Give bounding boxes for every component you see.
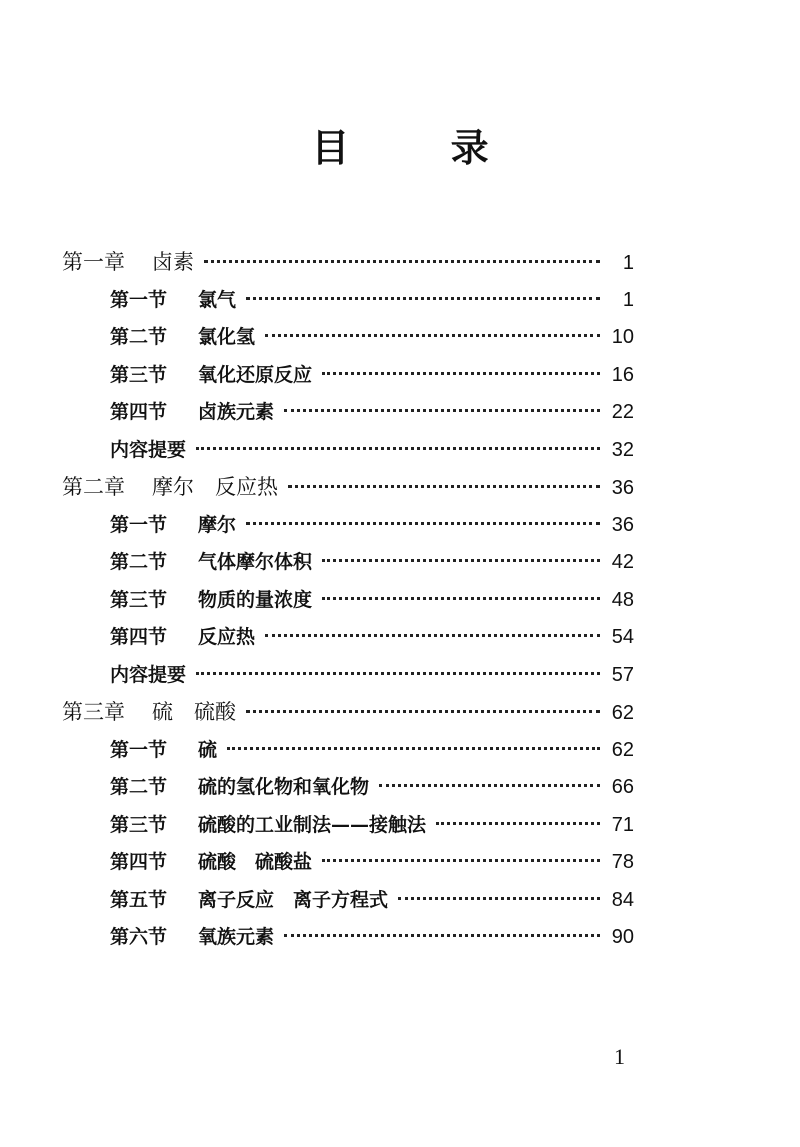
- toc-number: 第四节: [110, 626, 168, 648]
- page-folio-number: 1: [614, 1044, 625, 1069]
- toc-chapter-2[interactable]: [62, 469, 634, 507]
- toc-section[interactable]: [62, 507, 634, 545]
- toc-section[interactable]: [62, 282, 634, 320]
- dot-leader: [284, 409, 600, 412]
- dot-leader: [322, 559, 600, 562]
- toc-page-number: 1: [622, 252, 634, 274]
- toc-label: 硫: [198, 738, 218, 761]
- toc-number: 第三节: [110, 588, 168, 611]
- toc-chapter-1[interactable]: [62, 244, 634, 282]
- toc-number: 第一章: [62, 250, 125, 274]
- toc-label: 内容提要: [110, 663, 187, 686]
- dot-leader: [227, 747, 600, 750]
- toc-summary[interactable]: [62, 657, 634, 695]
- toc-number: 第二章: [62, 475, 125, 499]
- toc-chapter-3[interactable]: [62, 694, 634, 732]
- dot-leader: [379, 784, 600, 787]
- toc-label: 内容提要: [110, 438, 187, 461]
- toc-section[interactable]: [62, 544, 634, 582]
- toc-page-number: 57: [611, 663, 634, 686]
- toc-page-number: 54: [611, 626, 634, 648]
- toc-page-number: 32: [611, 438, 634, 461]
- toc-number: 第二节: [110, 326, 168, 348]
- toc-number: 第五节: [110, 888, 168, 911]
- dot-leader: [322, 597, 600, 600]
- toc-section[interactable]: [62, 319, 634, 357]
- toc-page-number: 22: [611, 401, 634, 423]
- toc-number: 第二节: [110, 776, 168, 798]
- toc-number: 第一节: [110, 513, 168, 536]
- toc-page-number: 71: [611, 813, 634, 836]
- toc-page-number: 42: [611, 551, 634, 573]
- toc-page-number: 66: [611, 776, 634, 798]
- toc-summary[interactable]: [62, 432, 634, 470]
- dot-leader: [196, 672, 600, 675]
- toc-label: 摩尔: [198, 513, 237, 536]
- toc-page-number: 10: [611, 326, 634, 348]
- toc-number: 第二节: [110, 551, 168, 573]
- toc-number: 第一节: [110, 288, 168, 311]
- toc-section[interactable]: [62, 919, 634, 957]
- toc-label: 氯化氢: [198, 326, 256, 348]
- toc-page-number: 16: [611, 363, 634, 386]
- toc-label: 硫的氢化物和氧化物: [198, 776, 370, 798]
- table-of-contents: [62, 244, 634, 957]
- dot-leader: [265, 634, 600, 637]
- dot-leader: [288, 485, 600, 488]
- dot-leader: [204, 260, 600, 263]
- toc-number: 第三节: [110, 363, 168, 386]
- toc-label: 卤族元素: [198, 401, 275, 423]
- toc-number: 第一节: [110, 738, 168, 761]
- toc-section[interactable]: [62, 732, 634, 770]
- toc-number: 第三章: [62, 700, 125, 724]
- dot-leader: [436, 822, 600, 825]
- dot-leader: [322, 372, 600, 375]
- toc-number: 第六节: [110, 926, 168, 948]
- dot-leader: [265, 334, 600, 337]
- toc-section[interactable]: [62, 807, 634, 845]
- toc-label: 物质的量浓度: [198, 588, 313, 611]
- toc-section[interactable]: [62, 844, 634, 882]
- dot-leader: [246, 710, 600, 713]
- toc-section[interactable]: [62, 394, 634, 432]
- toc-page-number: 1: [622, 288, 634, 311]
- toc-section[interactable]: [62, 582, 634, 620]
- toc-label: 硫酸 硫酸盐: [198, 851, 313, 873]
- toc-label: 摩尔 反应热: [152, 475, 278, 499]
- toc-label: 氧化还原反应: [198, 363, 313, 386]
- toc-section[interactable]: [62, 769, 634, 807]
- toc-label: 气体摩尔体积: [198, 551, 313, 573]
- dot-leader: [246, 297, 600, 300]
- toc-number: 第三节: [110, 813, 168, 836]
- dot-leader: [398, 897, 600, 900]
- toc-number: 第四节: [110, 851, 168, 873]
- toc-page-number: 84: [611, 888, 634, 911]
- toc-page-number: 48: [611, 588, 634, 611]
- page-title: 目 录: [311, 126, 533, 170]
- toc-label: 氧族元素: [198, 926, 275, 948]
- toc-label: 氯气: [198, 288, 237, 311]
- toc-section[interactable]: [62, 619, 634, 657]
- toc-label: 硫 硫酸: [152, 700, 236, 724]
- dot-leader: [196, 447, 600, 450]
- toc-page-number: 36: [611, 477, 634, 499]
- toc-page-number: 78: [611, 851, 634, 873]
- dot-leader: [284, 934, 600, 937]
- dot-leader: [322, 859, 600, 862]
- toc-label: 离子反应 离子方程式: [198, 888, 389, 911]
- toc-label: 反应热: [198, 626, 256, 648]
- toc-page-number: 62: [611, 702, 634, 724]
- toc-number: 第四节: [110, 401, 168, 423]
- toc-page-number: 90: [611, 926, 634, 948]
- toc-page-number: 62: [611, 738, 634, 761]
- dot-leader: [246, 522, 600, 525]
- toc-label: 卤素: [152, 250, 194, 274]
- toc-section[interactable]: [62, 882, 634, 920]
- toc-section[interactable]: [62, 357, 634, 395]
- toc-page-number: 36: [611, 513, 634, 536]
- toc-label: 硫酸的工业制法——接触法: [198, 813, 427, 836]
